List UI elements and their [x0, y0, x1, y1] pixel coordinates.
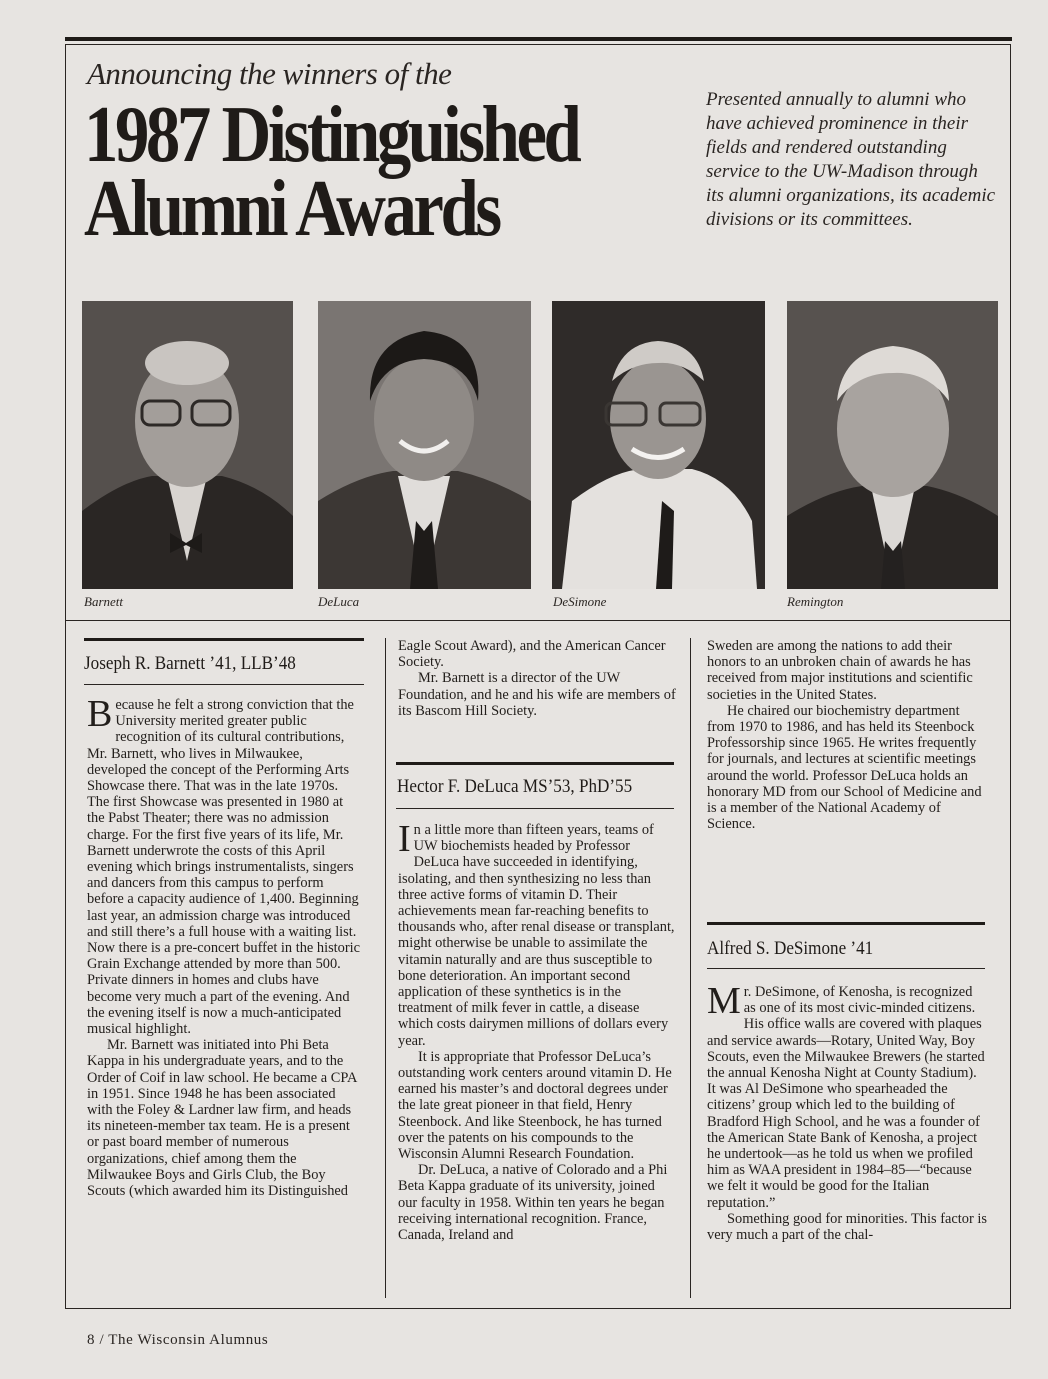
desimone-p1-text: r. DeSimone, of Kenosha, is recognized as one of its most civic-minded citizens. His office walls are covered with plaques and service awards—Rotary, United Way, Boy Scouts, even the Milwaukee Brewers (he started the annual Kenosha Night at County Stadium). It was Al DeSimone who spearheaded the citizens’ group which led to the building of Bradford High School, and he was a founder of the American State Bank of Kenosha, a project he undertook—as he told us when we profiled him as WAA president in 1984–85—“because we felt it would be good for the Italian reputation.” — [707, 984, 985, 1211]
portrait-desimone — [552, 301, 765, 589]
barnett-text — [87, 693, 362, 1200]
heading-rule-heavy-1 — [84, 638, 364, 641]
col2-paragraph-0b: Mr. Barnett is a director of the UW Foundation, and he and his wife are members of its Bascom Hill Society. — [398, 670, 676, 719]
deluca-text — [398, 818, 676, 1244]
heading-barnett: Joseph R. Barnett ’41, LLB’48 — [84, 653, 296, 674]
page-title — [84, 91, 579, 253]
column-rule-2 — [690, 638, 691, 1298]
col2-paragraph-0: Eagle Scout Award), and the American Cancer Society. — [398, 638, 666, 671]
page-footer: 8 / The Wisconsin Alumnus — [87, 1332, 269, 1348]
deluca-continued — [707, 638, 987, 832]
heading-rule-heavy-2 — [396, 762, 674, 765]
heading-desimone: Alfred S. DeSimone ’41 — [707, 938, 874, 959]
heading-rule-thin-3 — [707, 968, 985, 969]
deluca-paragraph-3: Dr. DeLuca, a native of Colorado and a Phi Beta Kappa graduate of its university, joined our faculty in 1958. Within ten years he began receiving international recognition. France, Canada, Ireland and — [398, 1162, 668, 1244]
col3-paragraph-0b: He chaired our biochemistry department from 1970 to 1986, and has held its Steenbock Professorship since 1965. He writes frequently for journals, and lectures at scientific meetings around the world. Professor DeLuca holds an honorary MD from our School of Medicine and is a member of the National Academy of Science. — [707, 702, 982, 833]
portrait-barnett — [82, 301, 293, 589]
caption-remington: Remington — [787, 594, 844, 609]
deluca-p1-text: n a little more than fifteen years, teams of UW biochemists headed by Professor DeLuca have succeeded in identifying, isolating, and then synthesizing no less than three active forms of vitamin D. Their achievements mean far-reaching benefits to thousands who, after renal disease or transplant, might otherwise be unable to assimilate the vitamin naturally and are thus susceptible to bone deterioration. An important second application of these synthetics is in the treatment of milk fever in cattle, a disease which costs dairymen millions of dollars every year. — [398, 822, 675, 1049]
barnett-p1-text: ecause he felt a strong conviction that the University merited greater public recognition of its cultural contributions, Mr. Barnett, who lives in Milwaukee, developed the concept of the Performing Arts Showcase there. That was in the late 1970s. The first Showcase was presented in 1980 at the Pabst Theater; there was no admission charge. For the first five years of its life, Mr. Barnett underwrote the costs of this April evening which brings instrumentalists, singers and dancers from this campus to perform before a capacity audience of 1,400. Beginning last year, an admission charge was introduced and still there’s a full house with a waiting list. Now there is a pre-concert buffet in the historic Grain Exchange attended by more than 500. Private dinners in homes and clubs have become very much a part of the evening. And the evening itself is now a much-anticipated musical highlight. — [87, 697, 361, 1038]
heading-deluca: Hector F. DeLuca MS’53, PhD’55 — [397, 776, 633, 797]
heading-rule-thin-2 — [396, 808, 674, 809]
dropcap-m: M — [707, 980, 741, 1022]
heading-rule-heavy-3 — [707, 922, 985, 925]
portrait-remington — [787, 301, 998, 589]
column-rule-1 — [385, 638, 386, 1298]
barnett-paragraph-1 — [87, 693, 362, 1038]
top-rule — [65, 37, 1012, 41]
dropcap-i: I — [398, 818, 411, 860]
desimone-paragraph-2: Something good for minorities. This factor is very much a part of the chal- — [707, 1210, 987, 1244]
desimone-text — [707, 980, 987, 1244]
award-description: Presented annually to alumni who have achieved prominence in their fields and rendered outstanding service to the UW-Madison through its alumni organizations, its academic divisions or its committees. — [706, 89, 996, 230]
caption-barnett: Barnett — [84, 594, 123, 609]
title-line-2: Alumni Awards — [84, 165, 499, 253]
col3-paragraph-0: Sweden are among the nations to add their honors to an unbroken chain of awards he has received from major institutions and scientific societies in the United States. — [707, 638, 973, 703]
portrait-deluca — [318, 301, 531, 589]
barnett-paragraph-2: Mr. Barnett was initiated into Phi Beta Kappa in his undergraduate years, and to the Order of Coif in law school. He became a CPA in 1951. Since 1948 he has been associated with the Foley & Lardner law firm, and heads its nineteen-member tax team. He is a present or past board member of numerous organizations, chief among them the Milwaukee Boys and Girls Club, the Boy Scouts (which awarded him its Distinguished — [87, 1037, 357, 1200]
desimone-paragraph-1 — [707, 980, 987, 1211]
barnett-continued — [398, 638, 676, 719]
deluca-paragraph-2: It is appropriate that Professor DeLuca’s outstanding work centers around vitamin D. He earned his master’s and doctoral degrees under the late great pioneer in that field, Henry Steenbock. And like Steenbock, he has turned over the patents on his compounds to the Wisconsin Alumni Research Foundation. — [398, 1048, 672, 1163]
dropcap-b: B — [87, 693, 113, 735]
announce-line: Announcing the winners of the — [87, 56, 452, 91]
caption-deluca: DeLuca — [318, 594, 360, 609]
photo-divider — [66, 620, 1011, 621]
title-line-1: 1987 Distinguished — [84, 91, 579, 179]
caption-desimone: DeSimone — [553, 594, 607, 609]
deluca-paragraph-1 — [398, 818, 676, 1049]
heading-rule-thin-1 — [84, 684, 364, 685]
